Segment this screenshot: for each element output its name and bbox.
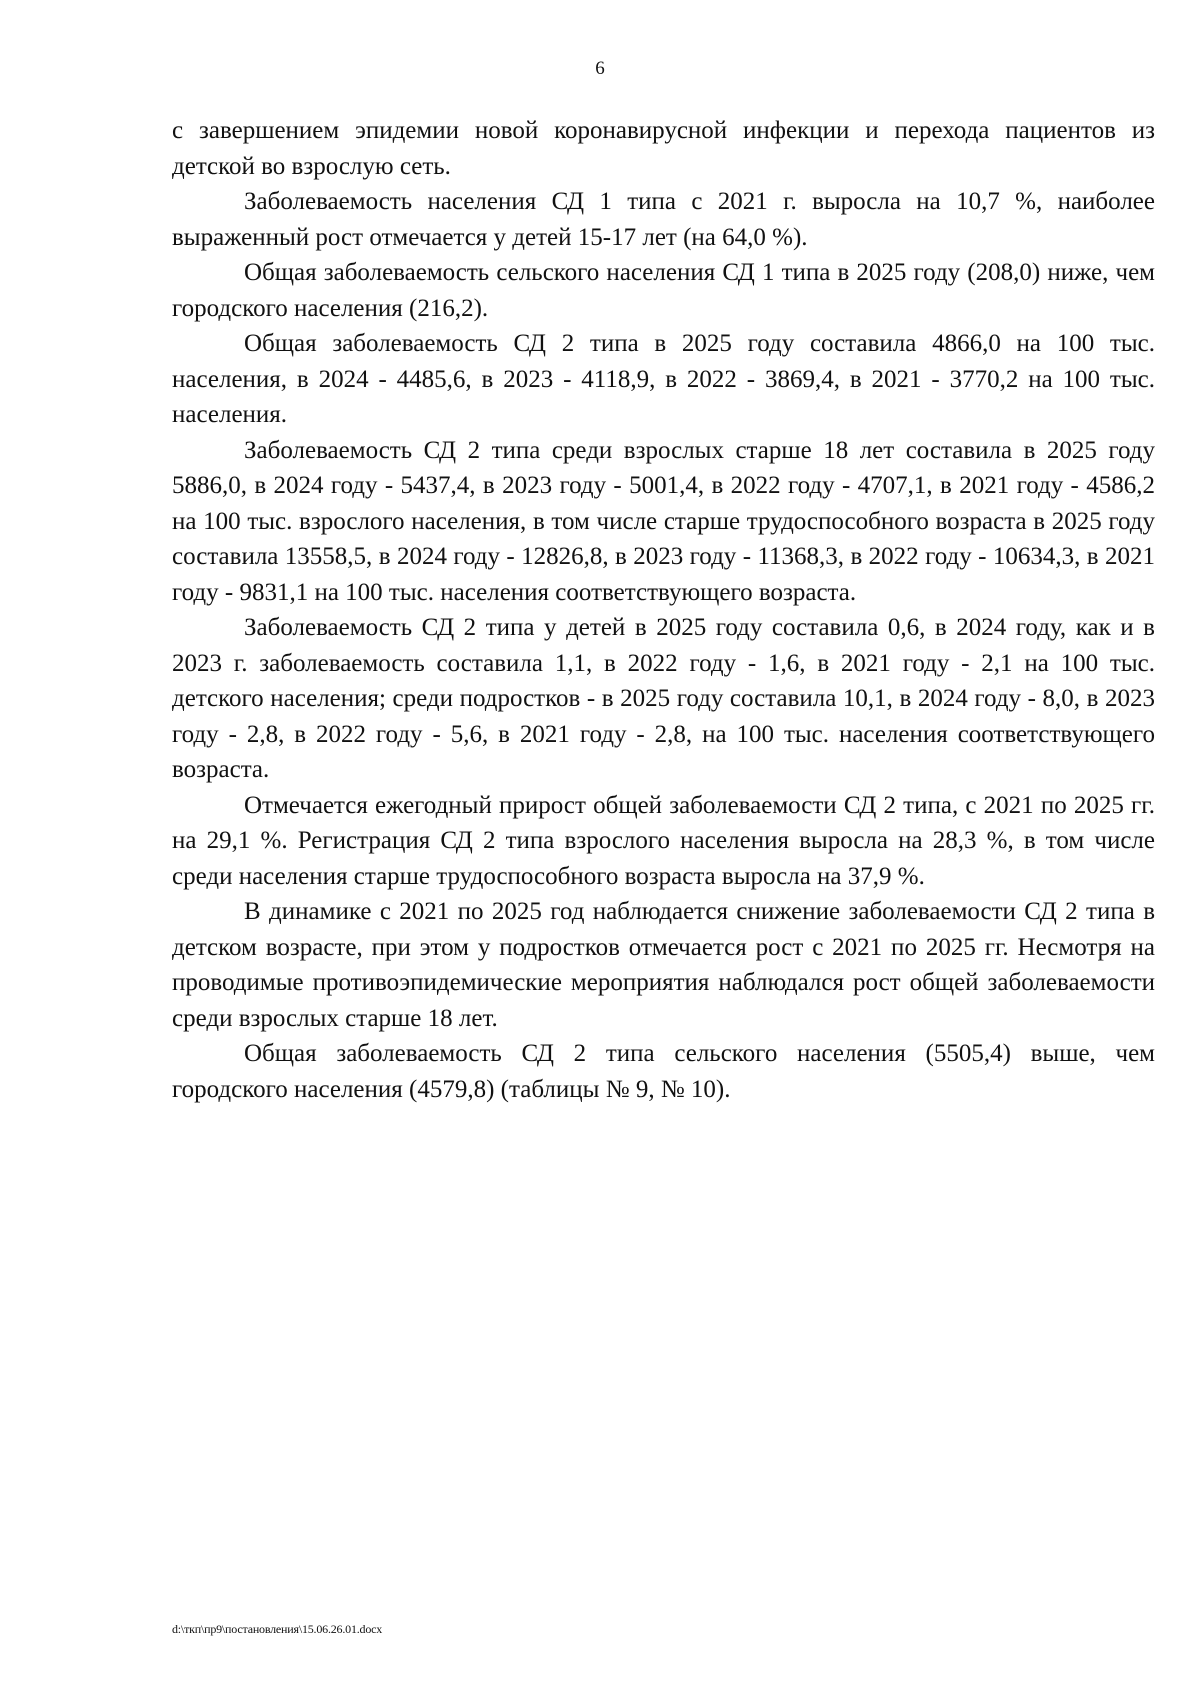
paragraph-sd2-adults: Заболеваемость СД 2 типа среди взрослых старше 18 лет составила в 2025 году 5886,0, в 2024 году - 5437,4, в 2023 году - 5001,4, в 2022 году - 4707,1, в 2021 году - 4586,2 на 100 тыс. взрослого населения, в том числе старше трудоспособного возраста в 2025 году составила 13558,5, в 2024 году - 12826,8, в 2023 году - 11368,3, в 2022 году - 10634,3, в 2021 году - 9831,1 на 100 тыс. населения соответствующего возраста. [172, 436, 1155, 606]
paragraph-sd2-rural-urban: Общая заболеваемость СД 2 типа сельского населения (5505,4) выше, чем городского населения (4579,8) (таблицы № 9, № 10). [172, 1040, 1155, 1103]
page-number: 6 [595, 58, 605, 79]
paragraph-sd2-annual-growth: Отмечается ежегодный прирост общей заболеваемости СД 2 типа, с 2021 по 2025 гг. на 29,1 %. Регистрация СД 2 типа взрослого населения выросла на 28,3 %, в том числе среди населения старше трудоспособного возраста выросла на 37,9 %. [172, 791, 1155, 890]
paragraph-sd2-dynamics: В динамике с 2021 по 2025 год наблюдается снижение заболеваемости СД 2 типа в детском возрасте, при этом у подростков отмечается рост с 2021 по 2025 гг. Несмотря на проводимые противоэпидемические мероприятия наблюдался рост общей заболеваемости среди взрослых старше 18 лет. [172, 898, 1155, 1032]
paragraph-sd2-children: Заболеваемость СД 2 типа у детей в 2025 году составила 0,6, в 2024 году, как и в 2023 г. заболеваемость составила 1,1, в 2022 году - 1,6, в 2021 году - 2,1 на 100 тыс. детского населения; среди подростков - в 2025 году составила 10,1, в 2024 году - 8,0, в 2023 году - 2,8, в 2022 году - 5,6, в 2021 году - 2,8, на 100 тыс. населения соответствующего возраста. [172, 614, 1155, 783]
paragraph-continuation: с завершением эпидемии новой коронавирусной инфекции и перехода пациентов из детской во взрослую сеть. [172, 117, 1155, 180]
paragraph-sd1-rural-urban: Общая заболеваемость сельского населения СД 1 типа в 2025 году (208,0) ниже, чем городского населения (216,2). [172, 259, 1155, 322]
document-body [172, 113, 1155, 1107]
paragraph-sd1-growth: Заболеваемость населения СД 1 типа с 2021 г. выросла на 10,7 %, наиболее выраженный рост отмечается у детей 15-17 лет (на 64,0 %). [172, 188, 1155, 251]
paragraph-sd2-general: Общая заболеваемость СД 2 типа в 2025 году составила 4866,0 на 100 тыс. населения, в 2024 - 4485,6, в 2023 - 4118,9, в 2022 - 3869,4, в 2021 - 3770,2 на 100 тыс. населения. [172, 330, 1155, 428]
footer-file-path: d:\ткп\пр9\постановления\15.06.26.01.docx [172, 1622, 383, 1636]
